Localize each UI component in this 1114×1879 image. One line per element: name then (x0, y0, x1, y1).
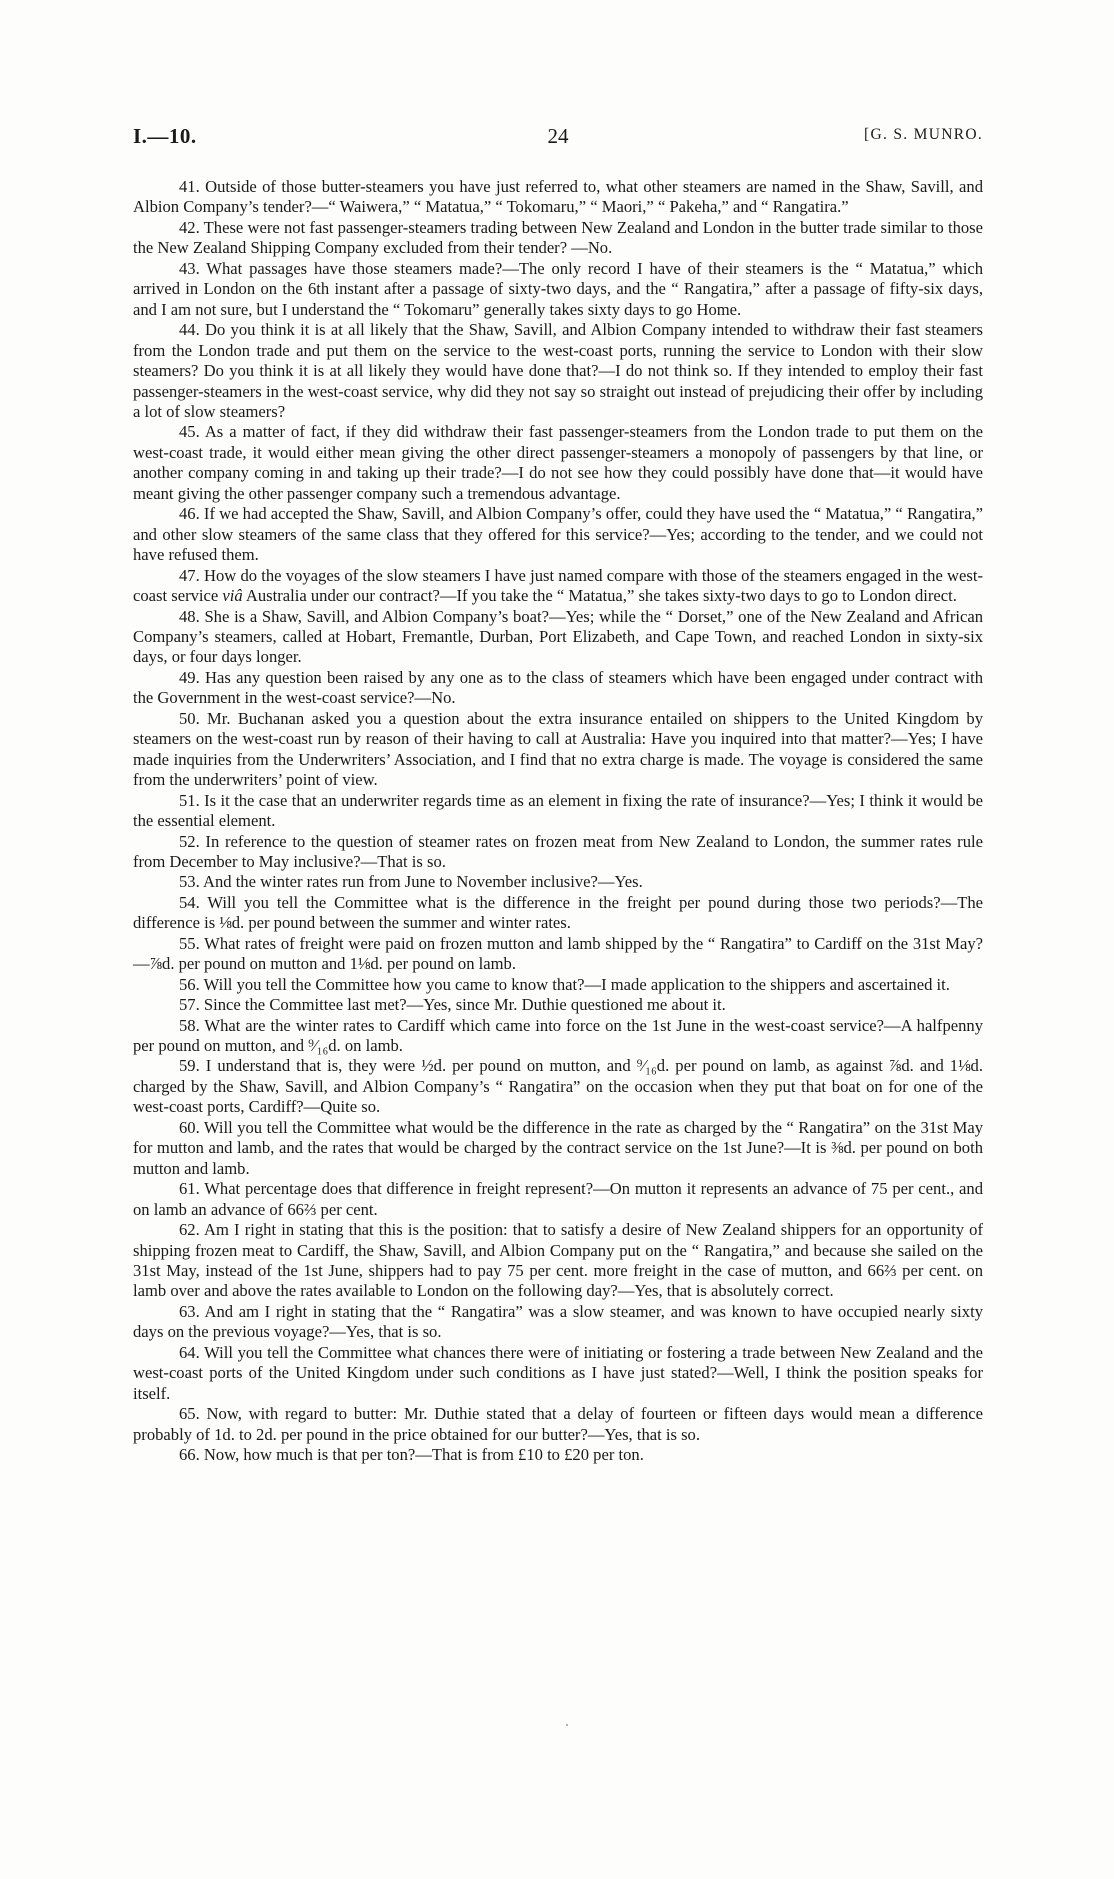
document-body (133, 177, 983, 1466)
paragraph-50: 50. Mr. Buchanan asked you a question about the extra insurance entailed on shippers to the United Kingdom by steamers on the west-coast run by reason of their having to call at Australia: Have you inquired into that matter?—Yes; I have made inquiries from the Underwriters’ Association, and I find that no extra charge is made. The voyage is considered the same from the underwriters’ point of view. (133, 708, 983, 790)
paragraph-65: 65. Now, with regard to butter: Mr. Duthie stated that a delay of fourteen or fifteen days would mean a difference probably of 1d. to 2d. per pound in the price obtained for our butter?—Yes, that is so. (133, 1404, 983, 1444)
paragraph-53: 53. And the winter rates run from June to November inclusive?—Yes. (179, 872, 643, 892)
paragraph-63: 63. And am I right in stating that the “ Rangatira” was a slow steamer, and was known to have occupied nearly sixty days on the previous voyage?—Yes, that is so. (133, 1301, 983, 1342)
paragraph-55: 55. What rates of freight were paid on frozen mutton and lamb shipped by the “ Rangatira” to Cardiff on the 31st May?—⅞d. per pound on mutton and 1⅛d. per pound on lamb. (133, 933, 983, 974)
page-header (133, 124, 983, 154)
paragraph-61: 61. What percentage does that difference in freight represent?—On mutton it represents an advance of 75 per cent., and on lamb an advance of 66⅔ per cent. (133, 1179, 983, 1219)
paragraph-64: 64. Will you tell the Committee what chances there were of initiating or fostering a trade between New Zealand and the west-coast ports of the United Kingdom under such conditions as I have just stated?—Well, I think the position speaks for itself. (133, 1342, 983, 1403)
paragraph-42: 42. These were not fast passenger-steamers trading between New Zealand and London in the butter trade similar to those the New Zealand Shipping Company excluded from their tender? —No. (133, 217, 983, 258)
witness-name: [G. S. MUNRO. (864, 126, 983, 143)
paragraph-48: 48. She is a Shaw, Savill, and Albion Company’s boat?—Yes; while the “ Dorset,” one of the New Zealand and African Company’s steamers, called at Hobart, Fremantle, Durban, Port Elizabeth, and Cape Town, and reached London in sixty-six days, or four days longer. (133, 606, 983, 667)
paragraph-49: 49. Has any question been raised by any one as to the class of steamers which have been engaged under contract with the Government in the west-coast service?—No. (133, 667, 983, 708)
paragraph-57: 57. Since the Committee last met?—Yes, since Mr. Duthie questioned me about it. (179, 995, 726, 1015)
paragraph-46: 46. If we had accepted the Shaw, Savill, and Albion Company’s offer, could they have used the “ Matatua,” “ Rangatira,” and other slow steamers of the same class that they offered for this service?—Yes; according to the tender, and we could not have refused them. (133, 504, 983, 565)
paragraph-43: 43. What passages have those steamers made?—The only record I have of their steamers is the “ Matatua,” which arrived in London on the 6th instant after a passage of sixty-two days, and the “ Rangatira,” after a passage of fifty-six days, and I am not sure, but I understand the “ Tokomaru” generally takes sixty days to go Home. (133, 258, 983, 319)
paragraph-41: 41. Outside of those butter-steamers you have just referred to, what other steamers are named in the Shaw, Savill, and Albion Company’s tender?—“ Waiwera,” “ Matatua,” “ Tokomaru,” “ Maori,” “ Pakeha,” and “ Rangatira.” (133, 177, 983, 217)
paragraph-66: 66. Now, how much is that per ton?—That is from £10 to £20 per ton. (179, 1445, 644, 1465)
paragraph-44: 44. Do you think it is at all likely that the Shaw, Savill, and Albion Company intended to withdraw their fast steamers from the London trade and put them on the service to the west-coast ports, running the service to London with their slow steamers? Do you think it is at all likely they would have done that?—I do not think so. If they intended to employ their fast passenger-steamers in the west-coast service, why did they not say so straight out instead of prejudicing their offer by including a lot of slow steamers? (133, 320, 983, 421)
paragraph-60: 60. Will you tell the Committee what would be the difference in the rate as charged by the “ Rangatira” on the 31st May for mutton and lamb, and the rates that would be charged by the contract service on the 1st June?—It is ⅜d. per pound on both mutton and lamb. (133, 1117, 983, 1178)
paragraph-54: 54. Will you tell the Committee what is the difference in the freight per pound during those two periods?—The difference is ⅛d. per pound between the summer and winter rates. (133, 892, 983, 933)
paragraph-59: 59. I understand that is, they were ½d. per pound on mutton, and ⁹⁄₁₆d. per pound on lamb, as against ⅞d. and 1⅛d. charged by the Shaw, Savill, and Albion Company’s “ Rangatira” on the occasion when they put that boat on for one of the west-coast ports, Cardiff?—Quite so. (133, 1056, 983, 1117)
paragraph-62: 62. Am I right in stating that this is the position: that to satisfy a desire of New Zealand shippers for an opportunity of shipping frozen meat to Cardiff, the Shaw, Savill, and Albion Company put on the “ Rangatira,” and because she sailed on the 31st May, instead of the 1st June, shippers had to pay 75 per cent. more freight in the case of mutton, and 66⅔ per cent. on lamb over and above the rates available to London on the following day?—Yes, that is absolutely correct. (133, 1220, 983, 1301)
paragraph-47: 47. How do the voyages of the slow steamers I have just named compare with those of the steamers engaged in the west-coast service viâ Australia under our contract?—If you take the “ Matatua,” she takes sixty-two days to go to London direct. (133, 565, 983, 606)
document-reference: I.—10. (133, 124, 197, 148)
paragraph-52: 52. In reference to the question of steamer rates on frozen meat from New Zealand to London, the summer rates rule from December to May inclusive?—That is so. (133, 831, 983, 871)
paragraph-51: 51. Is it the case that an underwriter regards time as an element in fixing the rate of insurance?—Yes; I think it would be the essential element. (133, 790, 983, 831)
page-number: 24 (547, 124, 569, 148)
scan-speck (566, 1724, 568, 1726)
paragraph-45: 45. As a matter of fact, if they did withdraw their fast passenger-steamers from the London trade to put them on the west-coast trade, it would either mean giving the other direct passenger-steamers a monopoly of passengers by that line, or another company coming in and taking up their trade?—I do not see how they could possibly have done that—it would have meant giving the other passenger company such a tremendous advantage. (133, 422, 983, 503)
paragraph-56: 56. Will you tell the Committee how you came to know that?—I made application to the shippers and ascertained it. (179, 974, 950, 994)
paragraph-58: 58. What are the winter rates to Cardiff which came into force on the 1st June in the west-coast service?—A halfpenny per pound on mutton, and ⁹⁄₁₆d. on lamb. (133, 1015, 983, 1056)
